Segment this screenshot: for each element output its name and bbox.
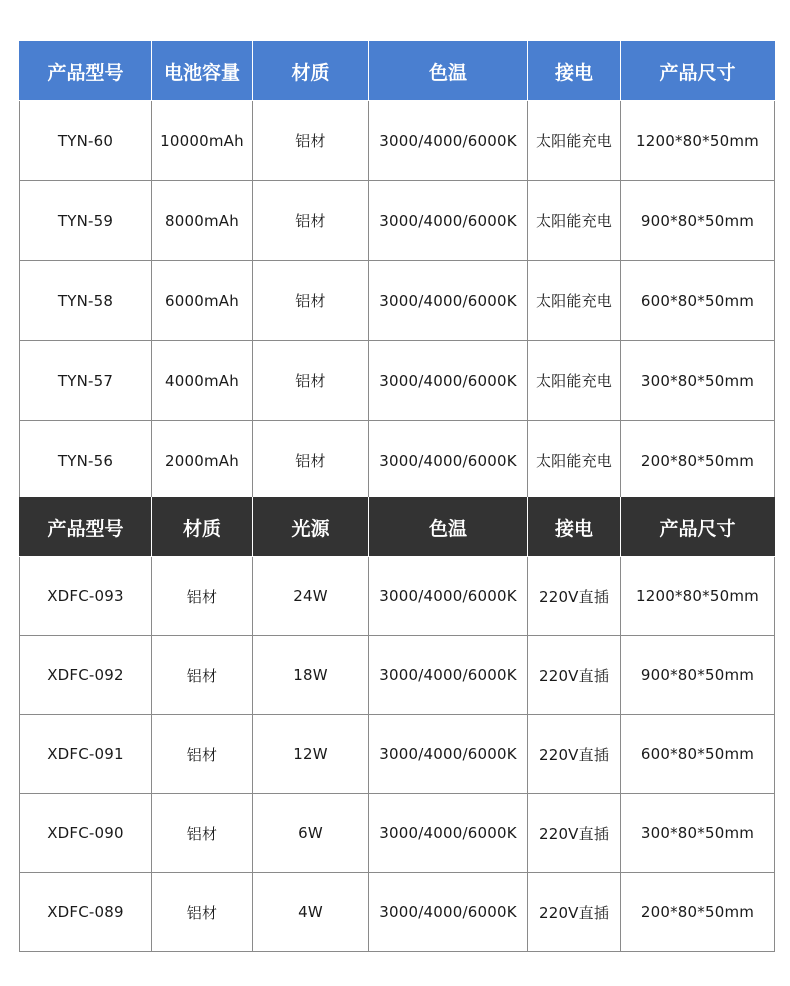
cell-material: 铝材 (253, 101, 369, 181)
cell-battery-capacity: 10000mAh (152, 101, 253, 181)
cell-power: 220V直插 (528, 636, 621, 715)
cell-material: 铝材 (253, 341, 369, 421)
cell-size: 600*80*50mm (621, 715, 775, 794)
cell-model: XDFC-092 (20, 636, 152, 715)
header-battery-capacity: 电池容量 (152, 42, 253, 101)
cell-power: 太阳能充电 (528, 101, 621, 181)
header-model: 产品型号 (20, 498, 152, 557)
cell-power: 220V直插 (528, 557, 621, 636)
cell-color-temp: 3000/4000/6000K (369, 181, 528, 261)
cell-model: XDFC-090 (20, 794, 152, 873)
cell-battery-capacity: 2000mAh (152, 421, 253, 501)
table-row (20, 715, 775, 794)
cell-model: TYN-57 (20, 341, 152, 421)
table-row (20, 421, 775, 501)
cell-light-source: 4W (253, 873, 369, 952)
table-header-row (20, 42, 775, 101)
cell-material: 铝材 (253, 181, 369, 261)
cell-model: TYN-59 (20, 181, 152, 261)
header-size: 产品尺寸 (621, 498, 775, 557)
header-model: 产品型号 (20, 42, 152, 101)
cell-color-temp: 3000/4000/6000K (369, 715, 528, 794)
cell-size: 300*80*50mm (621, 794, 775, 873)
cell-material: 铝材 (253, 421, 369, 501)
header-light-source: 光源 (253, 498, 369, 557)
cell-model: TYN-58 (20, 261, 152, 341)
cell-model: XDFC-089 (20, 873, 152, 952)
cell-light-source: 24W (253, 557, 369, 636)
cell-material: 铝材 (152, 715, 253, 794)
header-color-temp: 色温 (369, 498, 528, 557)
cell-material: 铝材 (253, 261, 369, 341)
cell-color-temp: 3000/4000/6000K (369, 557, 528, 636)
header-material: 材质 (253, 42, 369, 101)
cell-size: 600*80*50mm (621, 261, 775, 341)
cell-power: 太阳能充电 (528, 261, 621, 341)
cell-power: 太阳能充电 (528, 181, 621, 261)
cell-size: 900*80*50mm (621, 181, 775, 261)
table-row (20, 181, 775, 261)
cell-color-temp: 3000/4000/6000K (369, 873, 528, 952)
cell-power: 太阳能充电 (528, 341, 621, 421)
header-power: 接电 (528, 498, 621, 557)
cell-power: 太阳能充电 (528, 421, 621, 501)
cell-size: 1200*80*50mm (621, 557, 775, 636)
cell-battery-capacity: 6000mAh (152, 261, 253, 341)
cell-material: 铝材 (152, 557, 253, 636)
cell-size: 300*80*50mm (621, 341, 775, 421)
cell-color-temp: 3000/4000/6000K (369, 341, 528, 421)
cell-size: 200*80*50mm (621, 873, 775, 952)
cell-color-temp: 3000/4000/6000K (369, 421, 528, 501)
header-color-temp: 色温 (369, 42, 528, 101)
table-header-row (20, 498, 775, 557)
cell-model: TYN-56 (20, 421, 152, 501)
header-material: 材质 (152, 498, 253, 557)
table-row (20, 261, 775, 341)
plug-in-spec-table (19, 497, 775, 952)
cell-light-source: 18W (253, 636, 369, 715)
cell-color-temp: 3000/4000/6000K (369, 101, 528, 181)
cell-model: XDFC-093 (20, 557, 152, 636)
cell-size: 1200*80*50mm (621, 101, 775, 181)
cell-size: 200*80*50mm (621, 421, 775, 501)
table-row (20, 636, 775, 715)
cell-light-source: 12W (253, 715, 369, 794)
header-power: 接电 (528, 42, 621, 101)
table-row (20, 794, 775, 873)
cell-power: 220V直插 (528, 873, 621, 952)
cell-size: 900*80*50mm (621, 636, 775, 715)
cell-model: XDFC-091 (20, 715, 152, 794)
table-row (20, 557, 775, 636)
table-row (20, 873, 775, 952)
header-size: 产品尺寸 (621, 42, 775, 101)
cell-battery-capacity: 4000mAh (152, 341, 253, 421)
cell-color-temp: 3000/4000/6000K (369, 794, 528, 873)
cell-color-temp: 3000/4000/6000K (369, 636, 528, 715)
cell-color-temp: 3000/4000/6000K (369, 261, 528, 341)
table-row (20, 341, 775, 421)
cell-power: 220V直插 (528, 715, 621, 794)
solar-spec-table (19, 41, 775, 501)
cell-light-source: 6W (253, 794, 369, 873)
cell-material: 铝材 (152, 636, 253, 715)
table-row (20, 101, 775, 181)
cell-model: TYN-60 (20, 101, 152, 181)
cell-material: 铝材 (152, 794, 253, 873)
cell-battery-capacity: 8000mAh (152, 181, 253, 261)
cell-power: 220V直插 (528, 794, 621, 873)
cell-material: 铝材 (152, 873, 253, 952)
